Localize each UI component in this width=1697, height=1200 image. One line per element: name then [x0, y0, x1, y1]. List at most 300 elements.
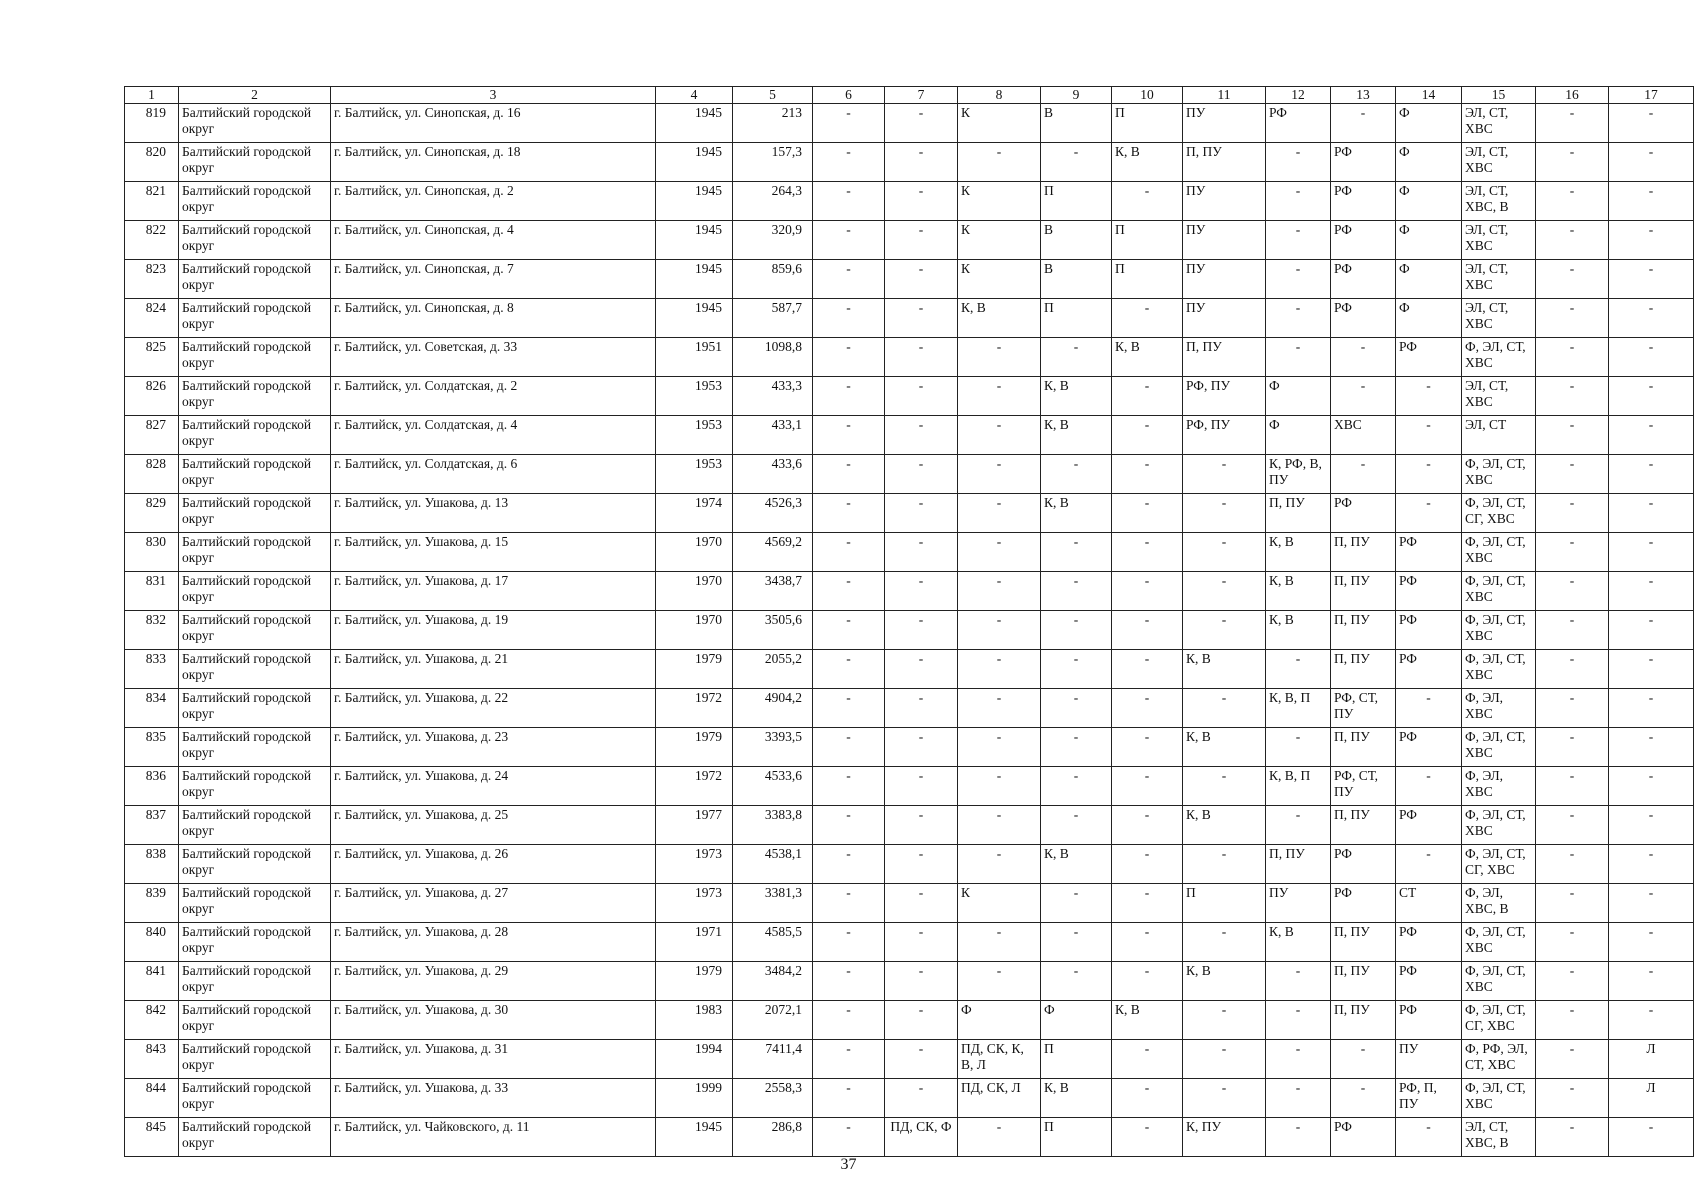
col-10-cell: -: [1112, 377, 1183, 416]
column-header-6: 6: [813, 87, 885, 104]
col-9-cell: -: [1041, 806, 1112, 845]
col-6-cell: -: [813, 650, 885, 689]
col-8-cell: К: [958, 221, 1041, 260]
register-table-container: [124, 86, 1673, 1157]
col-16-cell: -: [1536, 377, 1609, 416]
col-9-cell: -: [1041, 728, 1112, 767]
col-9-cell: -: [1041, 611, 1112, 650]
municipality-cell: Балтийский городской округ: [179, 1079, 331, 1118]
address-cell: г. Балтийск, ул. Ушакова, д. 30: [331, 1001, 656, 1040]
col-13-cell: РФ, СТ, ПУ: [1331, 767, 1396, 806]
column-header-14: 14: [1396, 87, 1462, 104]
area-cell: 4533,6: [733, 767, 813, 806]
col-17-cell: -: [1609, 455, 1694, 494]
year-built-cell: 1953: [656, 377, 733, 416]
col-16-cell: -: [1536, 611, 1609, 650]
col-6-cell: -: [813, 806, 885, 845]
col-12-cell: -: [1266, 221, 1331, 260]
col-11-cell: -: [1183, 1001, 1266, 1040]
col-13-cell: -: [1331, 1040, 1396, 1079]
col-15-cell: ЭЛ, СТ: [1462, 416, 1536, 455]
col-15-cell: ЭЛ, СТ, ХВС, В: [1462, 1118, 1536, 1157]
col-12-cell: К, В: [1266, 611, 1331, 650]
col-16-cell: -: [1536, 533, 1609, 572]
col-9-cell: В: [1041, 260, 1112, 299]
col-17-cell: -: [1609, 572, 1694, 611]
col-8-cell: -: [958, 533, 1041, 572]
col-12-cell: -: [1266, 1040, 1331, 1079]
col-13-cell: -: [1331, 377, 1396, 416]
col-13-cell: РФ: [1331, 221, 1396, 260]
col-9-cell: К, В: [1041, 845, 1112, 884]
col-15-cell: Ф, ЭЛ, СТ, ХВС: [1462, 611, 1536, 650]
col-17-cell: -: [1609, 689, 1694, 728]
col-16-cell: -: [1536, 260, 1609, 299]
col-8-cell: -: [958, 377, 1041, 416]
col-11-cell: ПУ: [1183, 299, 1266, 338]
col-14-cell: Ф: [1396, 221, 1462, 260]
municipality-cell: Балтийский городской округ: [179, 1001, 331, 1040]
col-6-cell: -: [813, 1040, 885, 1079]
area-cell: 3484,2: [733, 962, 813, 1001]
col-6-cell: -: [813, 845, 885, 884]
col-6-cell: -: [813, 299, 885, 338]
col-17-cell: -: [1609, 494, 1694, 533]
area-cell: 320,9: [733, 221, 813, 260]
col-8-cell: Ф: [958, 1001, 1041, 1040]
col-9-cell: -: [1041, 689, 1112, 728]
col-6-cell: -: [813, 533, 885, 572]
address-cell: г. Балтийск, ул. Ушакова, д. 28: [331, 923, 656, 962]
area-cell: 4526,3: [733, 494, 813, 533]
col-11-cell: -: [1183, 494, 1266, 533]
row-number-cell: 830: [125, 533, 179, 572]
column-header-12: 12: [1266, 87, 1331, 104]
area-cell: 433,3: [733, 377, 813, 416]
col-17-cell: -: [1609, 260, 1694, 299]
col-12-cell: -: [1266, 338, 1331, 377]
table-row: [125, 689, 1694, 728]
col-11-cell: -: [1183, 923, 1266, 962]
col-14-cell: -: [1396, 767, 1462, 806]
col-10-cell: -: [1112, 806, 1183, 845]
col-7-cell: -: [885, 1040, 958, 1079]
municipality-cell: Балтийский городской округ: [179, 845, 331, 884]
col-13-cell: РФ: [1331, 182, 1396, 221]
col-6-cell: -: [813, 1001, 885, 1040]
col-8-cell: -: [958, 806, 1041, 845]
address-cell: г. Балтийск, ул. Ушакова, д. 15: [331, 533, 656, 572]
col-11-cell: К, В: [1183, 806, 1266, 845]
col-11-cell: -: [1183, 1040, 1266, 1079]
col-9-cell: -: [1041, 572, 1112, 611]
year-built-cell: 1972: [656, 767, 733, 806]
municipality-cell: Балтийский городской округ: [179, 767, 331, 806]
row-number-cell: 839: [125, 884, 179, 923]
col-17-cell: -: [1609, 611, 1694, 650]
address-cell: г. Балтийск, ул. Ушакова, д. 21: [331, 650, 656, 689]
col-12-cell: -: [1266, 962, 1331, 1001]
col-7-cell: -: [885, 728, 958, 767]
municipality-cell: Балтийский городской округ: [179, 494, 331, 533]
col-10-cell: -: [1112, 767, 1183, 806]
col-6-cell: -: [813, 338, 885, 377]
col-17-cell: -: [1609, 338, 1694, 377]
column-header-1: 1: [125, 87, 179, 104]
col-17-cell: -: [1609, 1118, 1694, 1157]
year-built-cell: 1972: [656, 689, 733, 728]
col-12-cell: К, В: [1266, 923, 1331, 962]
col-15-cell: Ф, ЭЛ, СТ, СГ, ХВС: [1462, 1001, 1536, 1040]
col-10-cell: К, В: [1112, 143, 1183, 182]
area-cell: 4538,1: [733, 845, 813, 884]
table-row: [125, 962, 1694, 1001]
col-14-cell: Ф: [1396, 260, 1462, 299]
col-15-cell: Ф, ЭЛ, СТ, СГ, ХВС: [1462, 494, 1536, 533]
col-15-cell: Ф, ЭЛ, СТ, ХВС: [1462, 923, 1536, 962]
col-15-cell: ЭЛ, СТ, ХВС: [1462, 377, 1536, 416]
col-9-cell: К, В: [1041, 377, 1112, 416]
col-12-cell: К, В, П: [1266, 767, 1331, 806]
area-cell: 3383,8: [733, 806, 813, 845]
address-cell: г. Балтийск, ул. Ушакова, д. 22: [331, 689, 656, 728]
col-13-cell: РФ, СТ, ПУ: [1331, 689, 1396, 728]
row-number-cell: 826: [125, 377, 179, 416]
col-14-cell: РФ: [1396, 1001, 1462, 1040]
col-17-cell: -: [1609, 182, 1694, 221]
municipality-cell: Балтийский городской округ: [179, 650, 331, 689]
col-13-cell: -: [1331, 1079, 1396, 1118]
area-cell: 1098,8: [733, 338, 813, 377]
row-number-cell: 825: [125, 338, 179, 377]
col-14-cell: ПУ: [1396, 1040, 1462, 1079]
col-16-cell: -: [1536, 1040, 1609, 1079]
page-number: 37: [840, 1156, 857, 1173]
col-6-cell: -: [813, 1079, 885, 1118]
address-cell: г. Балтийск, ул. Синопская, д. 2: [331, 182, 656, 221]
col-15-cell: Ф, ЭЛ, СТ, ХВС: [1462, 338, 1536, 377]
municipality-cell: Балтийский городской округ: [179, 689, 331, 728]
col-13-cell: РФ: [1331, 299, 1396, 338]
col-14-cell: РФ: [1396, 650, 1462, 689]
col-7-cell: -: [885, 962, 958, 1001]
row-number-cell: 831: [125, 572, 179, 611]
col-10-cell: -: [1112, 182, 1183, 221]
col-6-cell: -: [813, 923, 885, 962]
area-cell: 4585,5: [733, 923, 813, 962]
col-7-cell: -: [885, 806, 958, 845]
col-17-cell: -: [1609, 728, 1694, 767]
col-13-cell: РФ: [1331, 1118, 1396, 1157]
col-11-cell: К, В: [1183, 962, 1266, 1001]
column-header-15: 15: [1462, 87, 1536, 104]
municipality-cell: Балтийский городской округ: [179, 923, 331, 962]
address-cell: г. Балтийск, ул. Ушакова, д. 19: [331, 611, 656, 650]
col-9-cell: -: [1041, 650, 1112, 689]
year-built-cell: 1979: [656, 650, 733, 689]
col-9-cell: -: [1041, 884, 1112, 923]
col-7-cell: -: [885, 260, 958, 299]
area-cell: 587,7: [733, 299, 813, 338]
col-6-cell: -: [813, 728, 885, 767]
col-16-cell: -: [1536, 494, 1609, 533]
col-9-cell: -: [1041, 338, 1112, 377]
col-11-cell: -: [1183, 611, 1266, 650]
col-12-cell: -: [1266, 299, 1331, 338]
col-8-cell: -: [958, 1118, 1041, 1157]
col-7-cell: -: [885, 338, 958, 377]
municipality-cell: Балтийский городской округ: [179, 416, 331, 455]
col-6-cell: -: [813, 221, 885, 260]
table-row: [125, 104, 1694, 143]
col-14-cell: РФ: [1396, 923, 1462, 962]
col-17-cell: Л: [1609, 1079, 1694, 1118]
address-cell: г. Балтийск, ул. Ушакова, д. 26: [331, 845, 656, 884]
col-16-cell: -: [1536, 884, 1609, 923]
table-row: [125, 845, 1694, 884]
col-15-cell: Ф, ЭЛ, СТ, ХВС: [1462, 572, 1536, 611]
table-row: [125, 299, 1694, 338]
table-row: [125, 1118, 1694, 1157]
col-9-cell: П: [1041, 299, 1112, 338]
table-row: [125, 533, 1694, 572]
municipality-cell: Балтийский городской округ: [179, 572, 331, 611]
col-10-cell: К, В: [1112, 338, 1183, 377]
row-number-cell: 819: [125, 104, 179, 143]
table-row: [125, 650, 1694, 689]
col-16-cell: -: [1536, 962, 1609, 1001]
col-17-cell: -: [1609, 104, 1694, 143]
col-13-cell: П, ПУ: [1331, 611, 1396, 650]
col-16-cell: -: [1536, 299, 1609, 338]
col-13-cell: РФ: [1331, 845, 1396, 884]
year-built-cell: 1945: [656, 1118, 733, 1157]
col-11-cell: П, ПУ: [1183, 143, 1266, 182]
col-12-cell: Ф: [1266, 416, 1331, 455]
row-number-cell: 843: [125, 1040, 179, 1079]
year-built-cell: 1983: [656, 1001, 733, 1040]
column-header-7: 7: [885, 87, 958, 104]
row-number-cell: 832: [125, 611, 179, 650]
col-6-cell: -: [813, 260, 885, 299]
row-number-cell: 835: [125, 728, 179, 767]
col-6-cell: -: [813, 416, 885, 455]
col-9-cell: -: [1041, 143, 1112, 182]
address-cell: г. Балтийск, ул. Ушакова, д. 23: [331, 728, 656, 767]
col-9-cell: П: [1041, 1040, 1112, 1079]
col-14-cell: Ф: [1396, 182, 1462, 221]
col-7-cell: -: [885, 182, 958, 221]
col-9-cell: П: [1041, 182, 1112, 221]
column-header-9: 9: [1041, 87, 1112, 104]
municipality-cell: Балтийский городской округ: [179, 377, 331, 416]
col-14-cell: РФ: [1396, 338, 1462, 377]
col-10-cell: -: [1112, 962, 1183, 1001]
col-17-cell: -: [1609, 650, 1694, 689]
col-15-cell: Ф, ЭЛ, ХВС, В: [1462, 884, 1536, 923]
row-number-cell: 820: [125, 143, 179, 182]
col-17-cell: -: [1609, 806, 1694, 845]
municipality-cell: Балтийский городской округ: [179, 611, 331, 650]
col-10-cell: -: [1112, 416, 1183, 455]
address-cell: г. Балтийск, ул. Советская, д. 33: [331, 338, 656, 377]
row-number-cell: 827: [125, 416, 179, 455]
col-13-cell: РФ: [1331, 494, 1396, 533]
col-6-cell: -: [813, 104, 885, 143]
col-13-cell: -: [1331, 455, 1396, 494]
col-16-cell: -: [1536, 923, 1609, 962]
address-cell: г. Балтийск, ул. Солдатская, д. 2: [331, 377, 656, 416]
col-12-cell: Ф: [1266, 377, 1331, 416]
area-cell: 264,3: [733, 182, 813, 221]
col-10-cell: -: [1112, 1118, 1183, 1157]
table-row: [125, 572, 1694, 611]
row-number-cell: 845: [125, 1118, 179, 1157]
col-11-cell: -: [1183, 572, 1266, 611]
table-row: [125, 338, 1694, 377]
column-header-5: 5: [733, 87, 813, 104]
col-15-cell: ЭЛ, СТ, ХВС: [1462, 221, 1536, 260]
col-9-cell: Ф: [1041, 1001, 1112, 1040]
col-9-cell: В: [1041, 104, 1112, 143]
column-number-header-row: [125, 87, 1694, 104]
col-7-cell: -: [885, 689, 958, 728]
year-built-cell: 1970: [656, 611, 733, 650]
col-11-cell: -: [1183, 767, 1266, 806]
col-12-cell: К, В: [1266, 533, 1331, 572]
col-8-cell: -: [958, 767, 1041, 806]
col-8-cell: -: [958, 845, 1041, 884]
col-17-cell: -: [1609, 962, 1694, 1001]
col-8-cell: ПД, СК, К, В, Л: [958, 1040, 1041, 1079]
row-number-cell: 822: [125, 221, 179, 260]
row-number-cell: 841: [125, 962, 179, 1001]
col-7-cell: -: [885, 221, 958, 260]
col-10-cell: П: [1112, 104, 1183, 143]
column-header-16: 16: [1536, 87, 1609, 104]
col-11-cell: РФ, ПУ: [1183, 377, 1266, 416]
address-cell: г. Балтийск, ул. Ушакова, д. 31: [331, 1040, 656, 1079]
address-cell: г. Балтийск, ул. Синопская, д. 8: [331, 299, 656, 338]
col-12-cell: -: [1266, 182, 1331, 221]
address-cell: г. Балтийск, ул. Синопская, д. 4: [331, 221, 656, 260]
col-14-cell: -: [1396, 845, 1462, 884]
column-header-17: 17: [1609, 87, 1694, 104]
col-9-cell: К, В: [1041, 494, 1112, 533]
col-14-cell: РФ: [1396, 611, 1462, 650]
col-12-cell: П, ПУ: [1266, 845, 1331, 884]
address-cell: г. Балтийск, ул. Синопская, д. 7: [331, 260, 656, 299]
col-7-cell: -: [885, 299, 958, 338]
table-row: [125, 221, 1694, 260]
row-number-cell: 840: [125, 923, 179, 962]
table-row: [125, 1040, 1694, 1079]
col-17-cell: -: [1609, 221, 1694, 260]
col-8-cell: -: [958, 455, 1041, 494]
col-16-cell: -: [1536, 221, 1609, 260]
col-13-cell: РФ: [1331, 884, 1396, 923]
col-7-cell: -: [885, 533, 958, 572]
area-cell: 433,1: [733, 416, 813, 455]
row-number-cell: 844: [125, 1079, 179, 1118]
col-8-cell: -: [958, 494, 1041, 533]
col-14-cell: РФ: [1396, 572, 1462, 611]
col-8-cell: ПД, СК, Л: [958, 1079, 1041, 1118]
col-10-cell: П: [1112, 260, 1183, 299]
col-14-cell: -: [1396, 377, 1462, 416]
col-17-cell: Л: [1609, 1040, 1694, 1079]
col-12-cell: П, ПУ: [1266, 494, 1331, 533]
col-6-cell: -: [813, 962, 885, 1001]
year-built-cell: 1945: [656, 182, 733, 221]
col-7-cell: -: [885, 1001, 958, 1040]
column-header-2: 2: [179, 87, 331, 104]
col-16-cell: -: [1536, 1079, 1609, 1118]
col-15-cell: Ф, ЭЛ, ХВС: [1462, 767, 1536, 806]
col-14-cell: -: [1396, 1118, 1462, 1157]
col-14-cell: РФ: [1396, 728, 1462, 767]
table-row: [125, 182, 1694, 221]
year-built-cell: 1977: [656, 806, 733, 845]
column-header-8: 8: [958, 87, 1041, 104]
col-15-cell: ЭЛ, СТ, ХВС: [1462, 143, 1536, 182]
col-6-cell: -: [813, 377, 885, 416]
municipality-cell: Балтийский городской округ: [179, 260, 331, 299]
col-8-cell: -: [958, 923, 1041, 962]
col-17-cell: -: [1609, 767, 1694, 806]
municipality-cell: Балтийский городской округ: [179, 806, 331, 845]
col-15-cell: ЭЛ, СТ, ХВС: [1462, 104, 1536, 143]
col-7-cell: -: [885, 767, 958, 806]
col-11-cell: П: [1183, 884, 1266, 923]
col-15-cell: Ф, ЭЛ, СТ, ХВС: [1462, 533, 1536, 572]
col-12-cell: ПУ: [1266, 884, 1331, 923]
col-17-cell: -: [1609, 416, 1694, 455]
address-cell: г. Балтийск, ул. Солдатская, д. 6: [331, 455, 656, 494]
municipality-cell: Балтийский городской округ: [179, 533, 331, 572]
col-13-cell: П, ПУ: [1331, 1001, 1396, 1040]
col-9-cell: -: [1041, 923, 1112, 962]
col-13-cell: РФ: [1331, 260, 1396, 299]
col-16-cell: -: [1536, 806, 1609, 845]
table-row: [125, 260, 1694, 299]
col-7-cell: -: [885, 884, 958, 923]
area-cell: 2072,1: [733, 1001, 813, 1040]
col-8-cell: К: [958, 884, 1041, 923]
col-13-cell: П, ПУ: [1331, 728, 1396, 767]
table-row: [125, 923, 1694, 962]
address-cell: г. Балтийск, ул. Ушакова, д. 27: [331, 884, 656, 923]
year-built-cell: 1945: [656, 299, 733, 338]
address-cell: г. Балтийск, ул. Ушакова, д. 17: [331, 572, 656, 611]
column-header-13: 13: [1331, 87, 1396, 104]
municipality-cell: Балтийский городской округ: [179, 728, 331, 767]
col-8-cell: -: [958, 416, 1041, 455]
col-14-cell: -: [1396, 416, 1462, 455]
col-13-cell: П, ПУ: [1331, 650, 1396, 689]
col-14-cell: РФ, П, ПУ: [1396, 1079, 1462, 1118]
year-built-cell: 1945: [656, 143, 733, 182]
address-cell: г. Балтийск, ул. Ушакова, д. 29: [331, 962, 656, 1001]
col-13-cell: П, ПУ: [1331, 962, 1396, 1001]
col-11-cell: П, ПУ: [1183, 338, 1266, 377]
col-13-cell: П, ПУ: [1331, 572, 1396, 611]
col-17-cell: -: [1609, 533, 1694, 572]
address-cell: г. Балтийск, ул. Синопская, д. 18: [331, 143, 656, 182]
col-16-cell: -: [1536, 689, 1609, 728]
col-13-cell: П, ПУ: [1331, 533, 1396, 572]
row-number-cell: 828: [125, 455, 179, 494]
